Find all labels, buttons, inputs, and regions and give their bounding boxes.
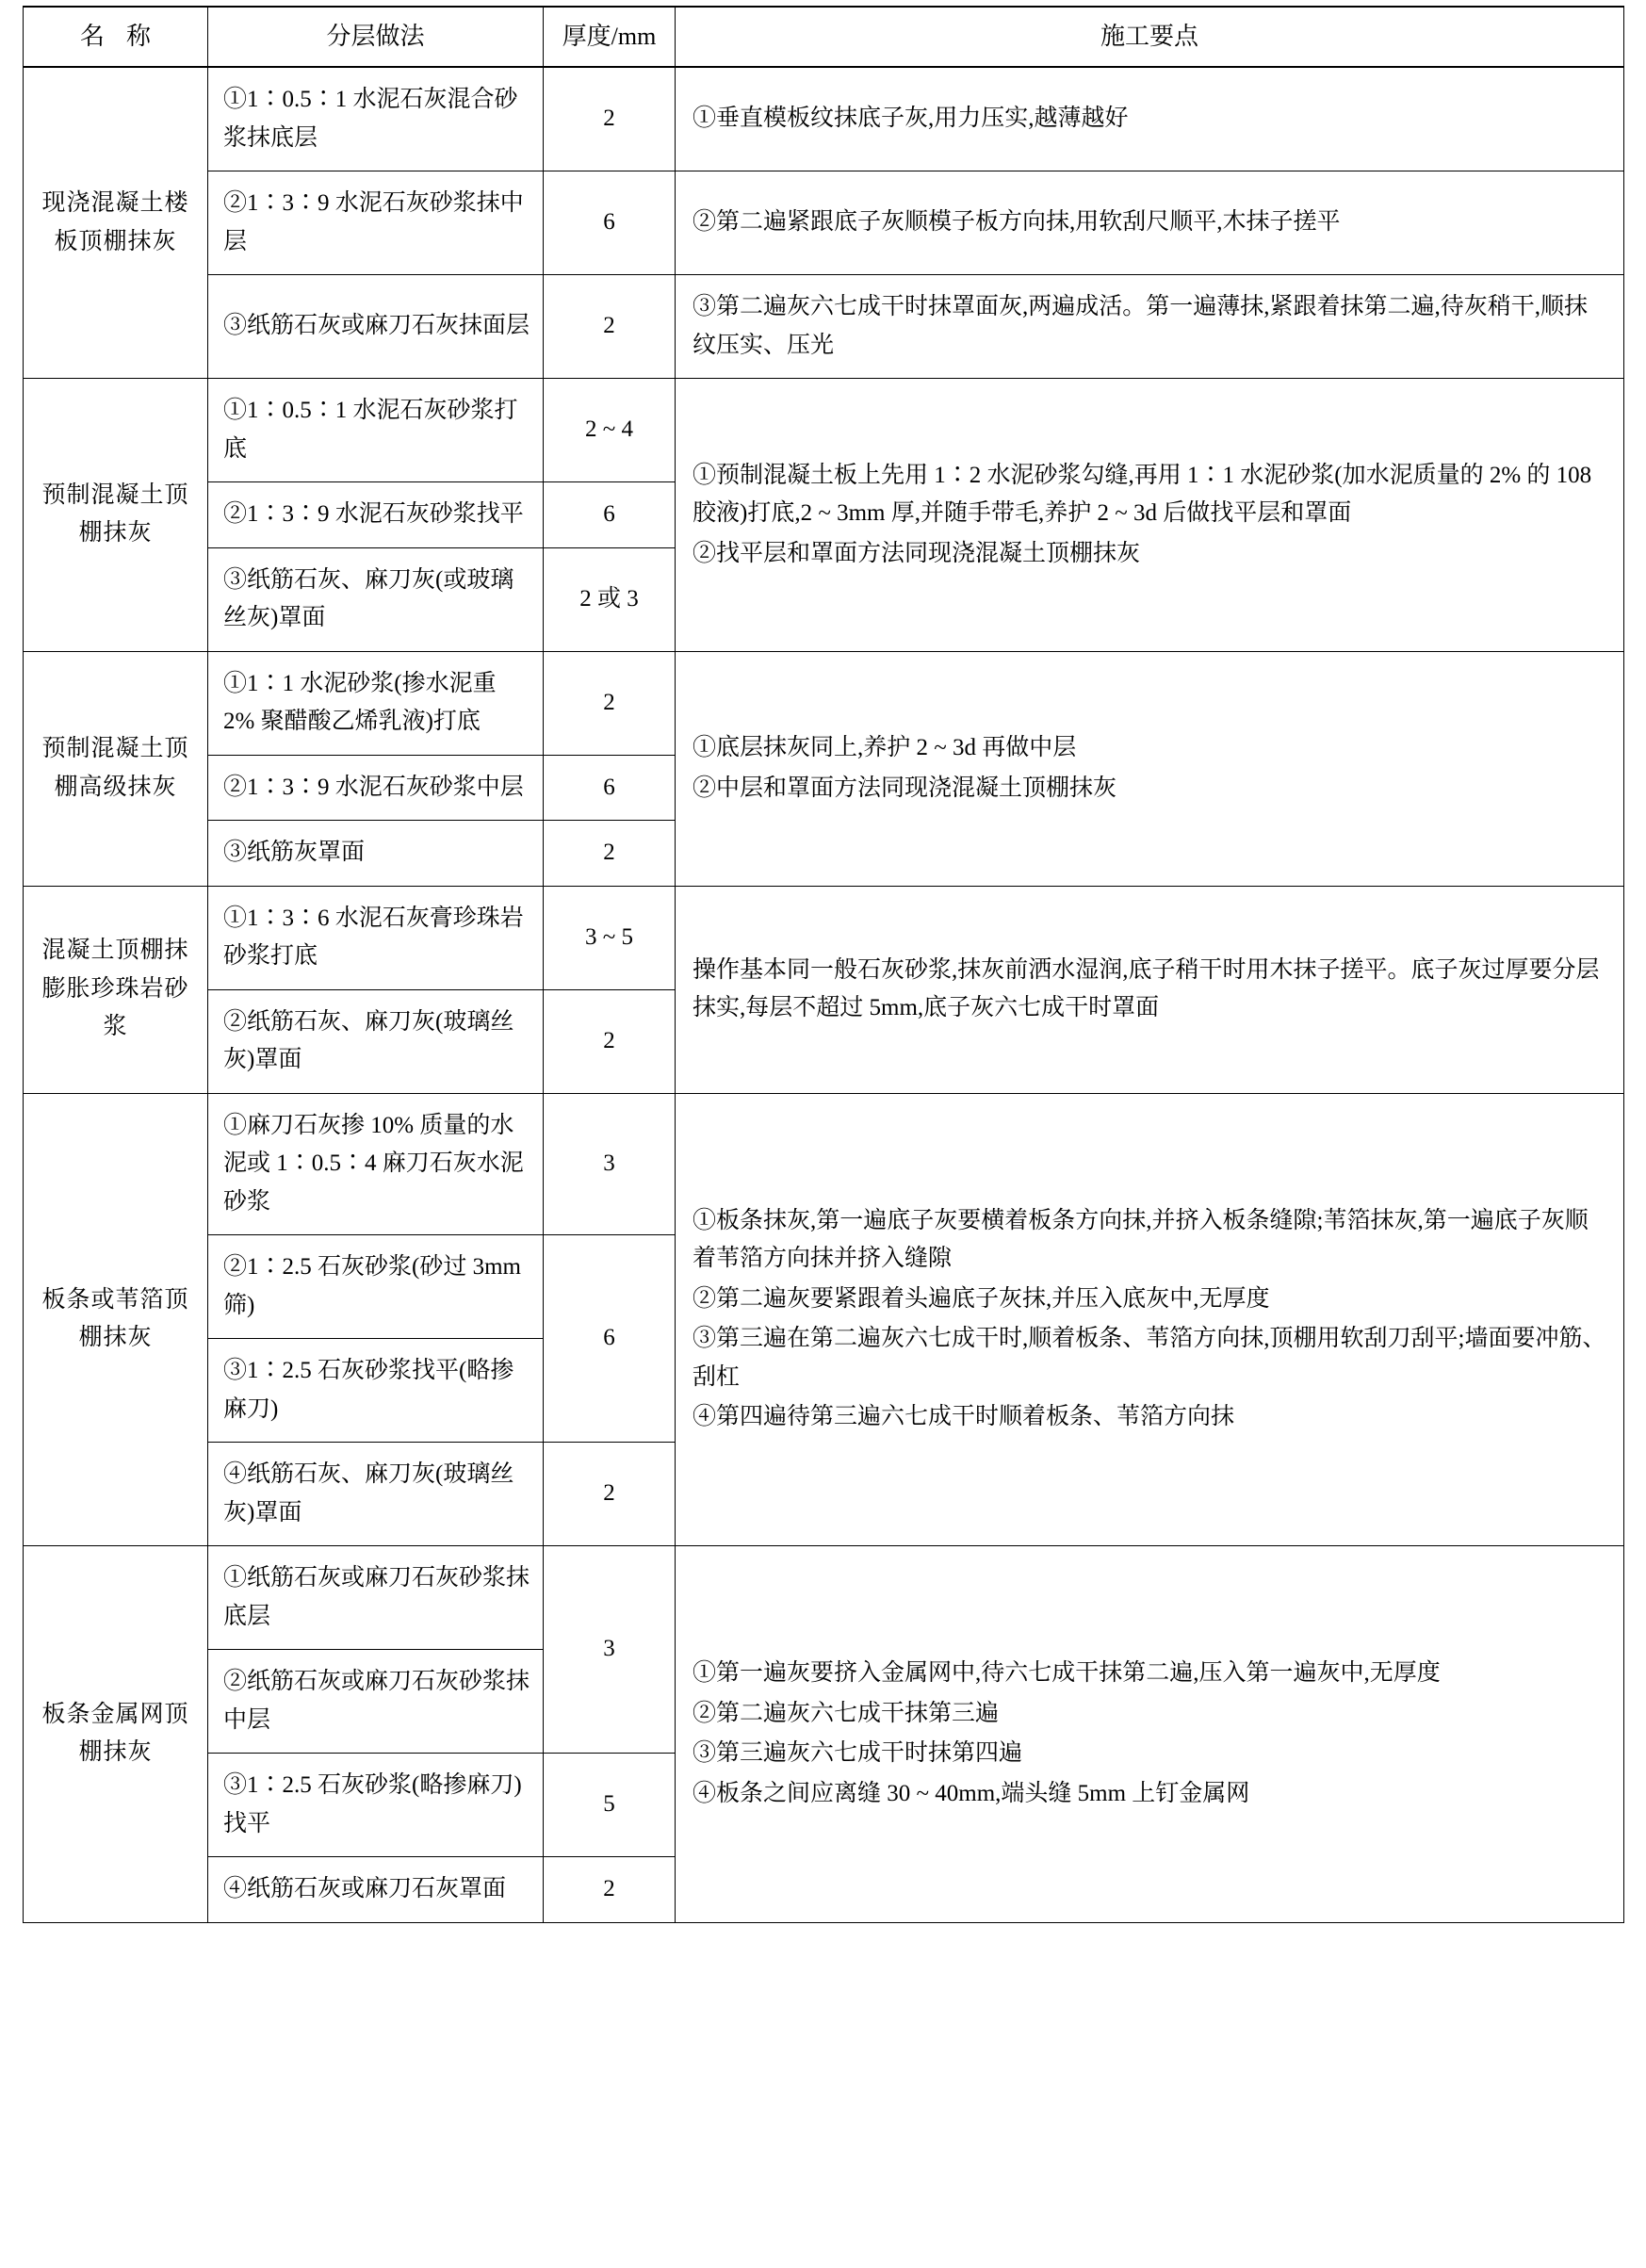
thickness-cell: 5 <box>544 1754 676 1857</box>
points-cell <box>676 1093 1624 1546</box>
section-name-cell <box>24 379 208 652</box>
layer-cell: ②1∶3∶9 水泥石灰砂浆中层 <box>208 755 544 821</box>
points-text: ②找平层和罩面方法同现浇混凝土顶棚抹灰 <box>693 540 1141 566</box>
layer-cell: ③1∶2.5 石灰砂浆找平(略掺麻刀) <box>208 1339 544 1443</box>
layer-cell: ①1∶0.5∶1 水泥石灰砂浆打底 <box>208 379 544 482</box>
layer-cell: ①1∶3∶6 水泥石灰膏珍珠岩砂浆打底 <box>208 886 544 989</box>
layer-cell: ②1∶3∶9 水泥石灰砂浆找平 <box>208 482 544 548</box>
points-text: ④板条之间应离缝 30 ~ 40mm,端头缝 5mm 上钉金属网 <box>693 1780 1250 1806</box>
thickness-cell: 2 ~ 4 <box>544 379 676 482</box>
column-header-thickness: 厚度/mm <box>544 7 676 67</box>
section-name-text: 混凝土顶棚抹膨胀珍珠岩砂浆 <box>41 938 189 1040</box>
points-text: ④第四遍待第三遍六七成干时顺着板条、苇箔方向抹 <box>693 1404 1235 1430</box>
points-cell <box>676 886 1624 1093</box>
thickness-cell: 3 <box>544 1546 676 1754</box>
points-text: 操作基本同一般石灰砂浆,抹灰前洒水湿润,底子稍干时用木抹子搓平。底子灰过厚要分层抹实,每层不超过 5mm,底子灰六七成干时罩面 <box>693 956 1600 1021</box>
points-text: ②中层和罩面方法同现浇混凝土顶棚抹灰 <box>693 775 1117 801</box>
points-text: ②第二遍紧跟底子灰顺模子板方向抹,用软刮尺顺平,木抹子搓平 <box>693 209 1341 236</box>
layer-cell: ①1∶1 水泥砂浆(掺水泥重 2% 聚醋酸乙烯乳液)打底 <box>208 651 544 755</box>
points-cell <box>676 67 1624 171</box>
points-cell <box>676 1546 1624 1923</box>
table-row <box>24 1093 1624 1235</box>
thickness-cell: 2 或 3 <box>544 547 676 651</box>
layer-cell: ①纸筋石灰或麻刀石灰砂浆抹底层 <box>208 1546 544 1650</box>
table-row <box>24 651 1624 755</box>
table-row <box>24 379 1624 482</box>
points-text: ③第二遍灰六七成干时抹罩面灰,两遍成活。第一遍薄抹,紧跟着抹第二遍,待灰稍干,顺抹纹压实、压光 <box>693 294 1589 358</box>
thickness-cell: 3 <box>544 1093 676 1235</box>
section-name-cell <box>24 67 208 379</box>
table-row <box>24 886 1624 989</box>
layer-cell: ①1∶0.5∶1 水泥石灰混合砂浆抹底层 <box>208 67 544 171</box>
points-text: ③第三遍灰六七成干时抹第四遍 <box>693 1740 1023 1767</box>
column-header-points: 施工要点 <box>676 7 1624 67</box>
section-name-text: 板条金属网顶棚抹灰 <box>41 1701 189 1766</box>
points-text: ①第一遍灰要挤入金属网中,待六七成干抹第二遍,压入第一遍灰中,无厚度 <box>693 1660 1441 1687</box>
points-text: ②第二遍灰六七成干抹第三遍 <box>693 1700 1000 1726</box>
section-name-text: 预制混凝土顶棚抹灰 <box>41 481 189 547</box>
thickness-cell: 2 <box>544 651 676 755</box>
points-cell <box>676 379 1624 652</box>
layer-cell: ③纸筋灰罩面 <box>208 821 544 887</box>
points-cell <box>676 651 1624 886</box>
thickness-cell: 2 <box>544 275 676 379</box>
layer-cell: ④纸筋石灰、麻刀灰(玻璃丝灰)罩面 <box>208 1443 544 1546</box>
thickness-cell: 2 <box>544 1857 676 1923</box>
section-name-cell <box>24 1546 208 1923</box>
thickness-cell: 2 <box>544 67 676 171</box>
layer-cell: ④纸筋石灰或麻刀石灰罩面 <box>208 1857 544 1923</box>
layer-cell: ②1∶2.5 石灰砂浆(砂过 3mm 筛) <box>208 1235 544 1339</box>
section-name-text: 预制混凝土顶棚高级抹灰 <box>41 736 189 800</box>
table-body <box>24 67 1624 1922</box>
layer-cell: ②纸筋石灰、麻刀灰(玻璃丝灰)罩面 <box>208 989 544 1093</box>
construction-spec-table <box>23 6 1624 1923</box>
layer-cell: ②纸筋石灰或麻刀石灰砂浆抹中层 <box>208 1650 544 1754</box>
section-name-cell <box>24 886 208 1093</box>
points-text: ②第二遍灰要紧跟着头遍底子灰抹,并压入底灰中,无厚度 <box>693 1285 1270 1312</box>
thickness-cell: 2 <box>544 821 676 887</box>
points-cell <box>676 171 1624 275</box>
points-cell <box>676 275 1624 379</box>
points-text: ①预制混凝土板上先用 1∶2 水泥砂浆勾缝,再用 1∶1 水泥砂浆(加水泥质量的 2% 的 108 胶液)打底,2 ~ 3mm 厚,并随手带毛,养护 2 ~ 3d 后做找平层和罩面 <box>693 462 1592 527</box>
layer-cell: ③纸筋石灰或麻刀石灰抹面层 <box>208 275 544 379</box>
points-text: ①底层抹灰同上,养护 2 ~ 3d 再做中层 <box>693 735 1077 761</box>
layer-cell: ②1∶3∶9 水泥石灰砂浆抹中层 <box>208 171 544 275</box>
section-name-cell <box>24 651 208 886</box>
section-name-text: 现浇混凝土楼板顶棚抹灰 <box>41 190 189 254</box>
thickness-cell: 6 <box>544 171 676 275</box>
points-text: ①板条抹灰,第一遍底子灰要横着板条方向抹,并挤入板条缝隙;苇箔抹灰,第一遍底子灰顺着苇箔方向抹并挤入缝隙 <box>693 1207 1589 1272</box>
layer-cell: ③1∶2.5 石灰砂浆(略掺麻刀)找平 <box>208 1754 544 1857</box>
section-name-cell <box>24 1093 208 1546</box>
column-header-layer: 分层做法 <box>208 7 544 67</box>
thickness-cell: 6 <box>544 755 676 821</box>
thickness-cell: 3 ~ 5 <box>544 886 676 989</box>
table-row <box>24 67 1624 171</box>
layer-cell: ①麻刀石灰掺 10% 质量的水泥或 1∶0.5∶4 麻刀石灰水泥砂浆 <box>208 1093 544 1235</box>
section-name-text: 板条或苇箔顶棚抹灰 <box>41 1286 189 1351</box>
points-text: ①垂直模板纹抹底子灰,用力压实,越薄越好 <box>693 106 1129 132</box>
column-header-name: 名 称 <box>24 7 208 67</box>
table-header-row <box>24 7 1624 67</box>
table-row <box>24 1546 1624 1650</box>
table-header <box>24 7 1624 67</box>
points-text: ③第三遍在第二遍灰六七成干时,顺着板条、苇箔方向抹,顶棚用软刮刀刮平;墙面要冲筋、刮杠 <box>693 1326 1606 1390</box>
thickness-cell: 2 <box>544 989 676 1093</box>
table-row <box>24 275 1624 379</box>
thickness-cell: 6 <box>544 1235 676 1443</box>
layer-cell: ③纸筋石灰、麻刀灰(或玻璃丝灰)罩面 <box>208 547 544 651</box>
thickness-cell: 2 <box>544 1443 676 1546</box>
table-row <box>24 171 1624 275</box>
thickness-cell: 6 <box>544 482 676 548</box>
